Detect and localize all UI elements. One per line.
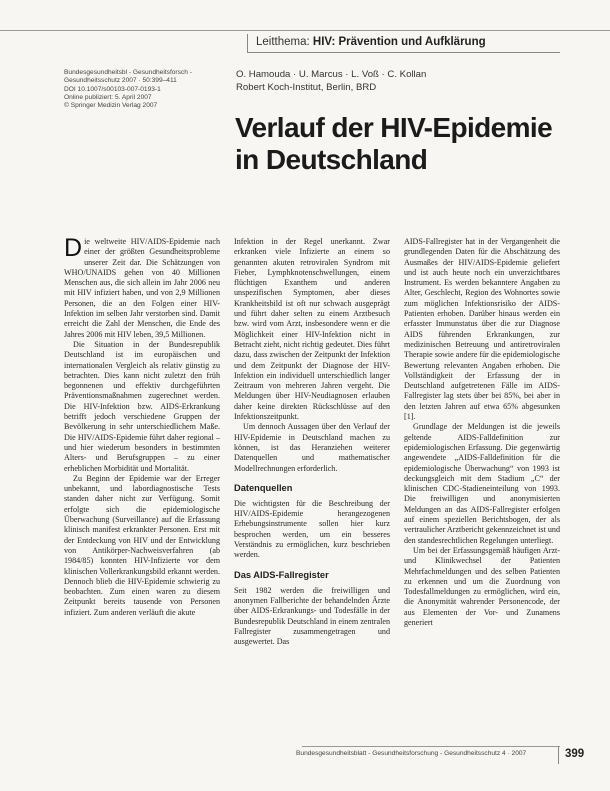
paragraph: Um dennoch Aussagen über den Verlauf der HIV-Epidemie in Deutschland machen zu können, ist das Heranziehen weiterer Datenquellen und mathematischer Modellrechnungen erforderlich.	[234, 422, 390, 473]
meta-doi: DOI 10.1007/s00103-007-0193-1	[64, 85, 161, 93]
meta-line: © Springer Medizin Verlag 2007	[64, 102, 158, 110]
paragraph: Die wichtigsten für die Beschreibung der HIV/AIDS-Epidemie herangezogenen Erhebungsinstrumente sollen hier kurz besprochen werden, um ein besseres Verständnis zu ermöglichen, kurz beschrieben werden.	[234, 498, 390, 560]
body-column-1	[64, 234, 220, 618]
footer-journal: Bundesgesundheitsblatt - Gesundheitsforschung - Gesundheitsschutz 4 · 2007	[296, 750, 527, 757]
page-number: 399	[565, 748, 585, 760]
top-rule	[0, 30, 610, 31]
body-column-2	[234, 237, 390, 647]
title-line-2: in Deutschland	[235, 144, 428, 175]
paragraph: AIDS-Fallregister hat in der Vergangenheit die grundlegenden Daten für die Abschätzung des Ausmaßes der HIV/AIDS-Epidemie geliefert und ist auch heute noch ein unverzichtbares Instrument. Es werden bekanntere Angaben zu Alter, Geschlecht, Region des Wohnortes sowie zum möglichen Infektionsrisiko der AIDS-Patienten erhoben. Darüber hinaus werden ein erfasster Immunstatus über die zur Diagnose AIDS führenden Erkrankungen, zur medizinischen Betreuung und antiretroviralen Therapie sowie andere für die epidemiologische Bewertung relevanten Angaben erhoben. Die Vollständigkeit der Erfassung der in Deutschland aufgetretenen Fälle im AIDS-Fallregister lag stets über bei 85%, bei aber in den letzten Jahren auf etwa 65% abgesunken [1].	[404, 237, 560, 422]
footer-separator	[558, 746, 559, 764]
paragraph: Seit 1982 werden die freiwilligen und anonymen Fallberichte der behandelnden Ärzte über AIDS-Erkrankungs- und Todesfälle in der Bundesrepublik Deutschland in einem zentralen Fallregister zusammengetragen und ausgewertet. Das	[234, 585, 390, 647]
paragraph: Grundlage der Meldungen ist die jeweils geltende AIDS-Falldefinition zur epidemiologischen Erfassung. Die gegenwärtig angewendete „AIDS-Falldefinition für die epidemiologische Überwachung“ von 1993 ist deckungsgleich mit dem Stadium „C“ der klinischen CDC-Stadieneinteilung von 1993. Die freiwilligen und anonymisierten Meldungen an das AIDS-Fallregister erfolgen auf einem speziellen Berichtsbogen, der als vertraulicher Arztbericht gekennzeichnet ist und den standesrechtlichen Regelungen unterliegt.	[404, 422, 560, 545]
citation-meta	[64, 69, 224, 110]
rubric-topic: HIV: Prävention und Aufklärung	[312, 36, 486, 48]
meta-line: Gesundheitsschutz 2007 · 50:399–411	[64, 77, 177, 85]
meta-line: Bundesgesundheitsbl - Gesundheitsforsch -	[64, 69, 192, 76]
affiliation: Robert Koch-Institut, Berlin, BRD	[236, 82, 377, 93]
paragraph: Zu Beginn der Epidemie war der Erreger unbekannt, und labordiagnostische Tests standen daher nicht zur Verfügung. Somit erfolgte sich die epidemiologische Überwachung (Surveillance) auf die Erfassung klinisch manifest erkrankter Personen. Erst mit der Entdeckung von HIV und der Entwicklung von Antikörper-Nachweisverfahren (ab 1984/85) konnten HIV-Infizierte vor dem klinischen Vollerkrankungsbild erkannt werden. Dennoch blieb die HIV-Epidemie schwierig zu beobachten. Zum einen waren zu diesem Zeitpunkt bereits tausende von Personen infiziert. Zum anderen verläuft die akute	[64, 473, 220, 617]
paragraph	[64, 234, 220, 340]
section-heading: Das AIDS-Fallregister	[234, 569, 329, 580]
drop-cap: D	[64, 234, 83, 262]
article-title	[235, 112, 555, 176]
authors: O. Hamouda · U. Marcus · L. Voß · C. Kollan	[236, 69, 427, 80]
body-column-3	[404, 237, 560, 628]
section-heading: Datenquellen	[234, 482, 293, 493]
meta-line: Online publiziert: 5. April 2007	[64, 93, 152, 101]
rubric	[256, 36, 486, 48]
rubric-prefix: Leitthema:	[256, 36, 310, 48]
paragraph-text: ie weltweite HIV/AIDS-Epidemie nach einer der größten Gesundheitsprobleme unserer Zeit dar. Die Schätzungen von WHO/UNAIDS gehen von 40 Millionen Menschen aus, die sich allein im Jahr 2006 neu mit HIV infiziert haben, und von 2,9 Millionen Personen, die an den Folgen einer HIV-Infektion im selben Jahr verstorben sind. Damit erreicht die Zahl der Menschen, die Ende des Jahres 2006 mit HIV leben, 39,5 Millionen.	[64, 237, 220, 339]
paragraph: Infektion in der Regel unerkannt. Zwar erkranken viele Infizierte an einem so genannten akuten retroviralen Syndrom mit Fieber, Lymphknotenschwellungen, einem flüchtigen Exanthem und anderen unspezifischen Symptomen, aber dieses Krankheitsbild ist oft nur schwach ausgeprägt und führt daher selten zu einem Arztbesuch bzw. wird vom Arzt, insbesondere wenn er die Möglichkeit einer HIV-Infektion nicht in Betracht zieht, nicht richtig gedeutet. Dies führt dazu, dass zwischen der Zeitpunkt der Infektion und dem Zeitpunkt der Diagnose der HIV-Infektion ein individuell unterschiedlich langer Zeitraum von mehreren Jahren vergeht. Die Meldungen über HIV-Neudiagnosen erlauben daher keine direkten Rückschlüsse auf den Infektionszeitpunkt.	[234, 237, 390, 422]
title-line-1: Verlauf der HIV-Epidemie	[235, 112, 553, 143]
paragraph: Um bei der Erfassungsgemäß häufigen Arzt- und Klinikwechsel der Patienten Mehrfachmeldungen und des selben Patienten zu erkennen und um die Zuordnung von Todesfallmeldungen zu ermöglichen, wird ein, die Anonymität wahrender Personencode, der aus Elementen der Vor- und Zunamens generiert	[404, 545, 560, 627]
paragraph: Die Situation in der Bundesrepublik Deutschland ist im europäischen und internationalen Vergleich als relativ günstig zu betrachten. Dies kann nicht zuletzt den früh begonnenen und effektiv durchgeführten Präventionsmaßnahmen zugerechnet werden. Die HIV-Infektion bzw. AIDS-Erkrankung betrifft jedoch verschiedene Gruppen der Bevölkerung in sehr unterschiedlichem Maße. Die HIV/AIDS-Epidemie führt daher regional – und hier wiederum besonders in bestimmten Alters- und Berufsgruppen – zu einer erheblichen Morbidität und Mortalität.	[64, 339, 220, 473]
author-block	[236, 68, 426, 94]
